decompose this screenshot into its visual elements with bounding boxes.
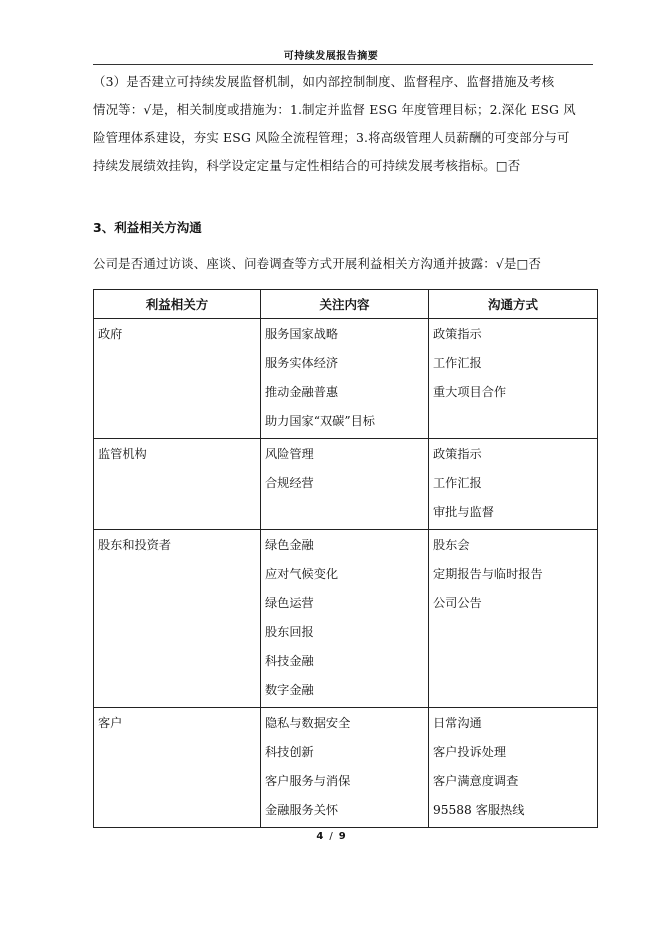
channel-item: 工作汇报 — [433, 476, 482, 490]
channel-item: 客户满意度调查 — [433, 774, 519, 788]
channel-item: 95588 客服热线 — [433, 803, 525, 817]
channel-item: 审批与监督 — [433, 505, 494, 519]
column-header-channels: 沟通方式 — [429, 290, 598, 319]
concern-item: 服务实体经济 — [265, 356, 339, 370]
channel-item: 客户投诉处理 — [433, 745, 507, 759]
concern-item: 客户服务与消保 — [265, 774, 351, 788]
channels-cell — [429, 439, 598, 530]
supervision-mechanism-paragraph — [93, 68, 593, 180]
stakeholder-table — [93, 289, 598, 828]
paragraph-line: （3）是否建立可持续发展监督机制，如内部控制制度、监督程序、监督措施及考核 — [93, 74, 555, 89]
channel-item: 股东会 — [433, 538, 470, 552]
column-header-stakeholder: 利益相关方 — [94, 290, 261, 319]
concern-item: 绿色金融 — [265, 538, 314, 552]
concerns-cell — [261, 439, 429, 530]
channels-cell — [429, 530, 598, 708]
concern-item: 金融服务关怀 — [265, 803, 339, 817]
channels-cell — [429, 319, 598, 439]
channel-item: 工作汇报 — [433, 356, 482, 370]
stakeholder-cell — [94, 530, 261, 708]
stakeholder-name: 客户 — [98, 716, 123, 730]
concern-item: 绿色运营 — [265, 596, 314, 610]
page-current: 4 — [316, 831, 324, 842]
channel-item: 重大项目合作 — [433, 385, 507, 399]
table-row — [94, 319, 598, 439]
concern-item: 科技金融 — [265, 654, 314, 668]
stakeholder-cell — [94, 439, 261, 530]
table-row — [94, 439, 598, 530]
channels-cell — [429, 708, 598, 828]
stakeholder-cell — [94, 708, 261, 828]
concern-item: 科技创新 — [265, 745, 314, 759]
concern-item: 风险管理 — [265, 447, 314, 461]
concern-item: 数字金融 — [265, 683, 314, 697]
concern-item: 合规经营 — [265, 476, 314, 490]
stakeholder-name: 股东和投资者 — [98, 538, 172, 552]
table-header-row — [94, 290, 598, 319]
paragraph-line: 持续发展绩效挂钩，科学设定定量与定性相结合的可持续发展考核指标。□否 — [93, 158, 521, 173]
section-heading-stakeholder-communication: 3、利益相关方沟通 — [93, 220, 202, 235]
concerns-cell — [261, 708, 429, 828]
table-row — [94, 708, 598, 828]
concern-item: 隐私与数据安全 — [265, 716, 351, 730]
column-header-concerns: 关注内容 — [261, 290, 429, 319]
channel-item: 公司公告 — [433, 596, 482, 610]
concerns-cell — [261, 530, 429, 708]
page-separator: / — [329, 831, 333, 842]
concern-item: 应对气候变化 — [265, 567, 339, 581]
table-row — [94, 530, 598, 708]
channel-item: 政策指示 — [433, 447, 482, 461]
channel-item: 政策指示 — [433, 327, 482, 341]
concern-item: 助力国家“双碳”目标 — [265, 414, 375, 428]
stakeholder-name: 政府 — [98, 327, 123, 341]
header-divider — [93, 64, 593, 65]
concern-item: 股东回报 — [265, 625, 314, 639]
page-header-title: 可持续发展报告摘要 — [283, 51, 379, 62]
stakeholder-intro-paragraph: 公司是否通过访谈、座谈、问卷调查等方式开展利益相关方沟通并披露：√是□否 — [93, 256, 542, 271]
concerns-cell — [261, 319, 429, 439]
stakeholder-name: 监管机构 — [98, 447, 147, 461]
paragraph-line: 情况等：√是，相关制度或措施为：1.制定并监督 ESG 年度管理目标；2.深化 ESG 风 — [93, 102, 576, 117]
concern-item: 服务国家战略 — [265, 327, 339, 341]
page-number — [0, 831, 662, 842]
stakeholder-cell — [94, 319, 261, 439]
page-total: 9 — [338, 831, 346, 842]
paragraph-line: 险管理体系建设，夯实 ESG 风险全流程管理；3.将高级管理人员薪酬的可变部分与可 — [93, 130, 570, 145]
channel-item: 日常沟通 — [433, 716, 482, 730]
concern-item: 推动金融普惠 — [265, 385, 339, 399]
channel-item: 定期报告与临时报告 — [433, 567, 543, 581]
